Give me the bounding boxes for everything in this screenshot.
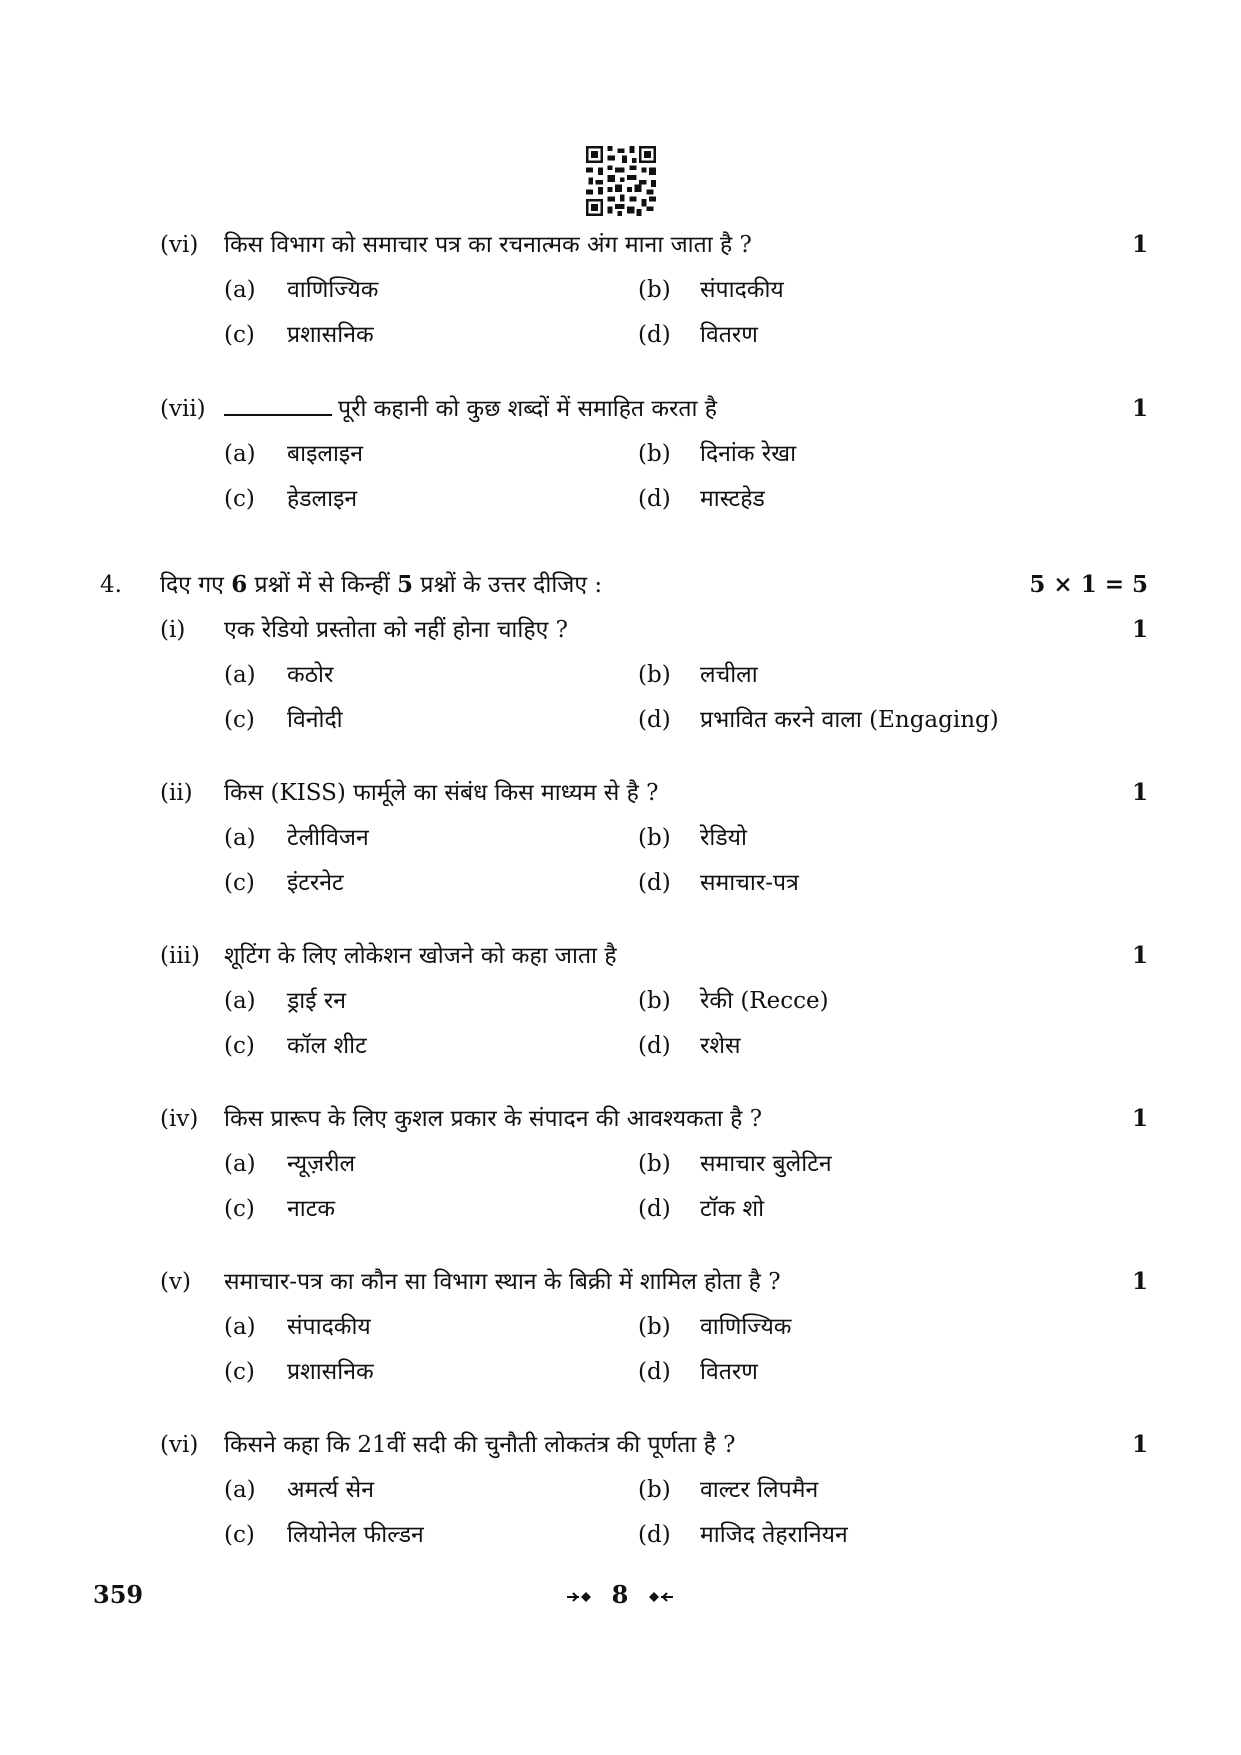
option-label: (a) <box>224 662 256 688</box>
options-row <box>0 1307 1241 1347</box>
option-text: प्रशासनिक <box>287 1359 374 1385</box>
option-label: (c) <box>224 707 255 733</box>
option-label: (d) <box>638 486 671 512</box>
option-label: (d) <box>638 1033 671 1059</box>
question-4-header <box>0 565 1241 605</box>
option-label: (c) <box>224 486 255 512</box>
option-text: लियोनेल फील्डन <box>287 1522 424 1548</box>
question-marks: 1 <box>1131 395 1148 422</box>
question-sub-number: (iii) <box>160 943 201 969</box>
option-label: (b) <box>638 1151 671 1177</box>
options-row <box>0 1515 1241 1555</box>
option-label: (d) <box>638 707 671 733</box>
option-label: (d) <box>638 1196 671 1222</box>
option-text: रशेस <box>700 1033 741 1059</box>
question-row <box>0 936 1241 976</box>
question-marks: 1 <box>1131 616 1148 643</box>
question-marks: 1 <box>1131 1268 1148 1295</box>
option-text: रेकी (Recce) <box>700 988 829 1014</box>
options-row <box>0 981 1241 1021</box>
option-label: (a) <box>224 825 256 851</box>
option-text: टेलीविजन <box>287 825 369 851</box>
option-label: (c) <box>224 1359 255 1385</box>
question-total-marks: 5 × 1 = 5 <box>1029 571 1148 598</box>
option-text: वितरण <box>700 322 758 348</box>
option-text: न्यूज़रील <box>287 1151 356 1177</box>
options-row <box>0 315 1241 355</box>
instruction-part: प्रश्नों में से किन्हीं <box>247 572 398 598</box>
question-marks: 1 <box>1131 779 1148 806</box>
option-label: (b) <box>638 277 671 303</box>
options-row <box>0 863 1241 903</box>
instruction-part: प्रश्नों के उत्तर दीजिए : <box>413 572 603 598</box>
question-text: किसने कहा कि 21वीं सदी की चुनौती लोकतंत्र की पूर्णता है ? <box>224 1432 736 1458</box>
question-marks: 1 <box>1131 231 1148 258</box>
option-text: कठोर <box>287 662 334 688</box>
options-row <box>0 1470 1241 1510</box>
instruction-part: दिए गए <box>160 572 232 598</box>
option-label: (c) <box>224 1522 255 1548</box>
options-row <box>0 700 1241 740</box>
option-label: (c) <box>224 1033 255 1059</box>
option-text: बाइलाइन <box>287 441 363 467</box>
question-text: किस विभाग को समाचार पत्र का रचनात्मक अंग माना जाता है ? <box>224 232 752 258</box>
question-row <box>0 773 1241 813</box>
option-label: (b) <box>638 441 671 467</box>
option-text: हेडलाइन <box>287 486 358 512</box>
option-label: (d) <box>638 870 671 896</box>
question-text-with-blank <box>224 389 717 429</box>
option-text: समाचार-पत्र <box>700 870 799 896</box>
fill-blank <box>224 392 332 416</box>
option-label: (b) <box>638 662 671 688</box>
question-row <box>0 1262 1241 1302</box>
question-text: समाचार-पत्र का कौन सा विभाग स्थान के बिक्री में शामिल होता है ? <box>224 1269 781 1295</box>
question-row <box>0 1099 1241 1139</box>
question-marks: 1 <box>1131 942 1148 969</box>
option-label: (d) <box>638 1522 671 1548</box>
option-text: प्रभावित करने वाला (Engaging) <box>700 707 999 733</box>
question-text: किस (KISS) फार्मूले का संबंध किस माध्यम से है ? <box>224 780 659 806</box>
options-row <box>0 270 1241 310</box>
option-text: वाल्टर लिपमैन <box>700 1477 819 1503</box>
option-text: संपादकीय <box>287 1314 371 1340</box>
question-row <box>0 389 1241 429</box>
option-text: विनोदी <box>287 707 343 733</box>
option-label: (c) <box>224 1196 255 1222</box>
question-sub-number: (ii) <box>160 780 193 806</box>
option-text: नाटक <box>287 1196 335 1222</box>
question-text: किस प्रारूप के लिए कुशल प्रकार के संपादन की आवश्यकता है ? <box>224 1106 763 1132</box>
option-label: (b) <box>638 988 671 1014</box>
instruction-count-attempt: 5 <box>397 571 414 598</box>
option-label: (c) <box>224 322 255 348</box>
question-instruction <box>160 565 602 605</box>
options-row <box>0 1144 1241 1184</box>
option-label: (a) <box>224 441 256 467</box>
option-label: (b) <box>638 825 671 851</box>
option-label: (a) <box>224 988 256 1014</box>
options-row <box>0 818 1241 858</box>
option-label: (b) <box>638 1314 671 1340</box>
options-row <box>0 1352 1241 1392</box>
page-number-block <box>555 1580 685 1609</box>
question-number: 4. <box>100 572 122 598</box>
option-text: टॉक शो <box>700 1196 765 1222</box>
option-label: (a) <box>224 1477 256 1503</box>
question-sub-number: (vii) <box>160 396 206 422</box>
options-row <box>0 655 1241 695</box>
question-row <box>0 1425 1241 1465</box>
option-text: समाचार बुलेटिन <box>700 1151 832 1177</box>
option-label: (c) <box>224 870 255 896</box>
option-text: ड्राई रन <box>287 988 347 1014</box>
option-text: कॉल शीट <box>287 1033 367 1059</box>
question-text: पूरी कहानी को कुछ शब्दों में समाहित करता है <box>338 396 717 422</box>
option-text: संपादकीय <box>700 277 784 303</box>
page-number: 8 <box>611 1580 629 1609</box>
question-paper-code: 359 <box>93 1580 144 1609</box>
instruction-count-total: 6 <box>231 571 248 598</box>
ornament-left-icon <box>565 1590 595 1604</box>
question-marks: 1 <box>1131 1105 1148 1132</box>
question-sub-number: (v) <box>160 1269 191 1295</box>
options-row <box>0 434 1241 474</box>
option-text: वितरण <box>700 1359 758 1385</box>
option-text: माजिद तेहरानियन <box>700 1522 848 1548</box>
options-row <box>0 479 1241 519</box>
option-label: (a) <box>224 1151 256 1177</box>
option-text: वाणिज्यिक <box>287 277 379 303</box>
options-row <box>0 1026 1241 1066</box>
option-label: (d) <box>638 322 671 348</box>
question-sub-number: (vi) <box>160 232 199 258</box>
option-text: मास्टहेड <box>700 486 765 512</box>
question-sub-number: (vi) <box>160 1432 199 1458</box>
question-text: एक रेडियो प्रस्तोता को नहीं होना चाहिए ? <box>224 617 568 643</box>
ornament-right-icon <box>645 1590 675 1604</box>
question-text: शूटिंग के लिए लोकेशन खोजने को कहा जाता है <box>224 943 617 969</box>
option-text: इंटरनेट <box>287 870 344 896</box>
question-row <box>0 610 1241 650</box>
option-text: दिनांक रेखा <box>700 441 797 467</box>
options-row <box>0 1189 1241 1229</box>
question-row <box>0 225 1241 265</box>
option-label: (a) <box>224 1314 256 1340</box>
option-text: रेडियो <box>700 825 747 851</box>
question-marks: 1 <box>1131 1431 1148 1458</box>
option-text: वाणिज्यिक <box>700 1314 792 1340</box>
qr-code-icon <box>586 146 656 216</box>
option-label: (a) <box>224 277 256 303</box>
option-label: (b) <box>638 1477 671 1503</box>
question-sub-number: (iv) <box>160 1106 199 1132</box>
option-text: प्रशासनिक <box>287 322 374 348</box>
option-label: (d) <box>638 1359 671 1385</box>
question-sub-number: (i) <box>160 617 186 643</box>
option-text: लचीला <box>700 662 758 688</box>
option-text: अमर्त्य सेन <box>287 1477 374 1503</box>
